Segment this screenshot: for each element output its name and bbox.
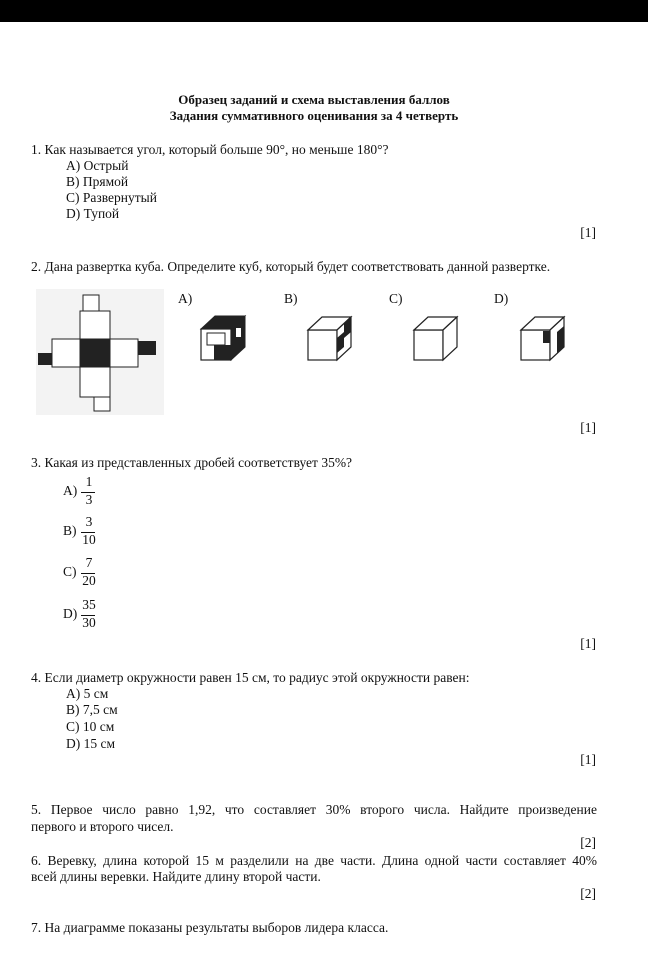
q1-option-d: D) Тупой [66, 206, 120, 221]
q3-option-a-numerator: 1 [85, 474, 93, 489]
cube-option-c [413, 314, 463, 364]
net-lower-face [80, 367, 110, 397]
q2-option-label-d: D) [494, 291, 509, 306]
q2-option-label-a: A) [178, 291, 193, 306]
cube-a-front-inner-mark [207, 333, 225, 345]
doc-title-line2: Задания суммативного оценивания за 4 четверть [169, 108, 459, 123]
q5-text-line1: 5. Первое число равно 1,92, что составляет 30% второго числа. Найдите произведение [31, 802, 597, 817]
q3-option-c-numerator: 7 [85, 555, 93, 570]
cube-option-a [200, 314, 250, 364]
cube-net-figure [36, 289, 164, 415]
q2-option-label-b: B) [284, 291, 298, 306]
net-right-face [110, 339, 138, 367]
cube-c-front-face [414, 330, 443, 360]
q4-option-d: D) 15 см [66, 736, 116, 751]
q3-option-d-label: D) [63, 606, 78, 621]
q3-option-d-numerator: 35 [82, 597, 96, 612]
q6-text-line1: 6. Веревку, длина которой 15 м разделили на две части. Длина одной части составляет 40% [31, 853, 597, 868]
q3-option-c-denominator: 20 [82, 573, 96, 588]
net-center-face [80, 339, 110, 367]
q5-score: [2] [580, 835, 596, 850]
q4-score: [1] [580, 752, 596, 767]
q3-text: 3. Какая из представленных дробей соответствует 35%? [31, 455, 353, 470]
q3-score: [1] [580, 636, 596, 651]
q4-option-c: C) 10 см [66, 719, 115, 734]
cube-b-front-face [308, 330, 337, 360]
top-black-bar [0, 0, 648, 22]
cube-option-b [307, 314, 357, 364]
q1-text: 1. Как называется угол, который больше 90°, но меньше 180°? [31, 142, 389, 157]
q1-score: [1] [580, 225, 596, 240]
net-upper-face [80, 311, 110, 339]
net-left-face [52, 339, 80, 367]
q1-option-b: B) Прямой [66, 174, 129, 189]
q2-score: [1] [580, 420, 596, 435]
net-far-left-tab [38, 353, 52, 365]
q6-score: [2] [580, 886, 596, 901]
q3-option-b-numerator: 3 [85, 514, 93, 529]
cube-a-front-mark [214, 345, 231, 360]
doc-title-line1: Образец заданий и схема выставления баллов [178, 92, 450, 107]
q6-text-line2: всей длины веревки. Найдите длину второй части. [31, 869, 321, 884]
q3-option-c-label: C) [63, 564, 77, 579]
cube-option-d [520, 314, 570, 364]
net-bottom-square [94, 397, 110, 411]
net-top-square [83, 295, 99, 311]
net-far-right-tab [138, 341, 156, 355]
q3-option-b-label: B) [63, 523, 77, 538]
q3-option-d-denominator: 30 [82, 615, 96, 630]
cube-a-side-inner-mark [236, 328, 241, 337]
q4-text: 4. Если диаметр окружности равен 15 см, то радиус этой окружности равен: [31, 670, 470, 685]
q3-option-b-denominator: 10 [82, 532, 96, 547]
q4-option-b: B) 7,5 см [66, 702, 118, 717]
q3-option-a-label: A) [63, 483, 78, 498]
q3-option-a-denominator: 3 [85, 492, 93, 507]
q7-text: 7. На диаграмме показаны результаты выборов лидера класса. [31, 920, 389, 935]
q2-text: 2. Дана развертка куба. Определите куб, который будет соответствовать данной развертке. [31, 259, 551, 274]
q5-text-line2: первого и второго чисел. [31, 819, 174, 834]
q1-option-a: A) Острый [66, 158, 129, 173]
cube-d-front-mark [543, 331, 550, 343]
q1-option-c: C) Развернутый [66, 190, 157, 205]
q2-option-label-c: C) [389, 291, 403, 306]
q4-option-a: A) 5 см [66, 686, 109, 701]
